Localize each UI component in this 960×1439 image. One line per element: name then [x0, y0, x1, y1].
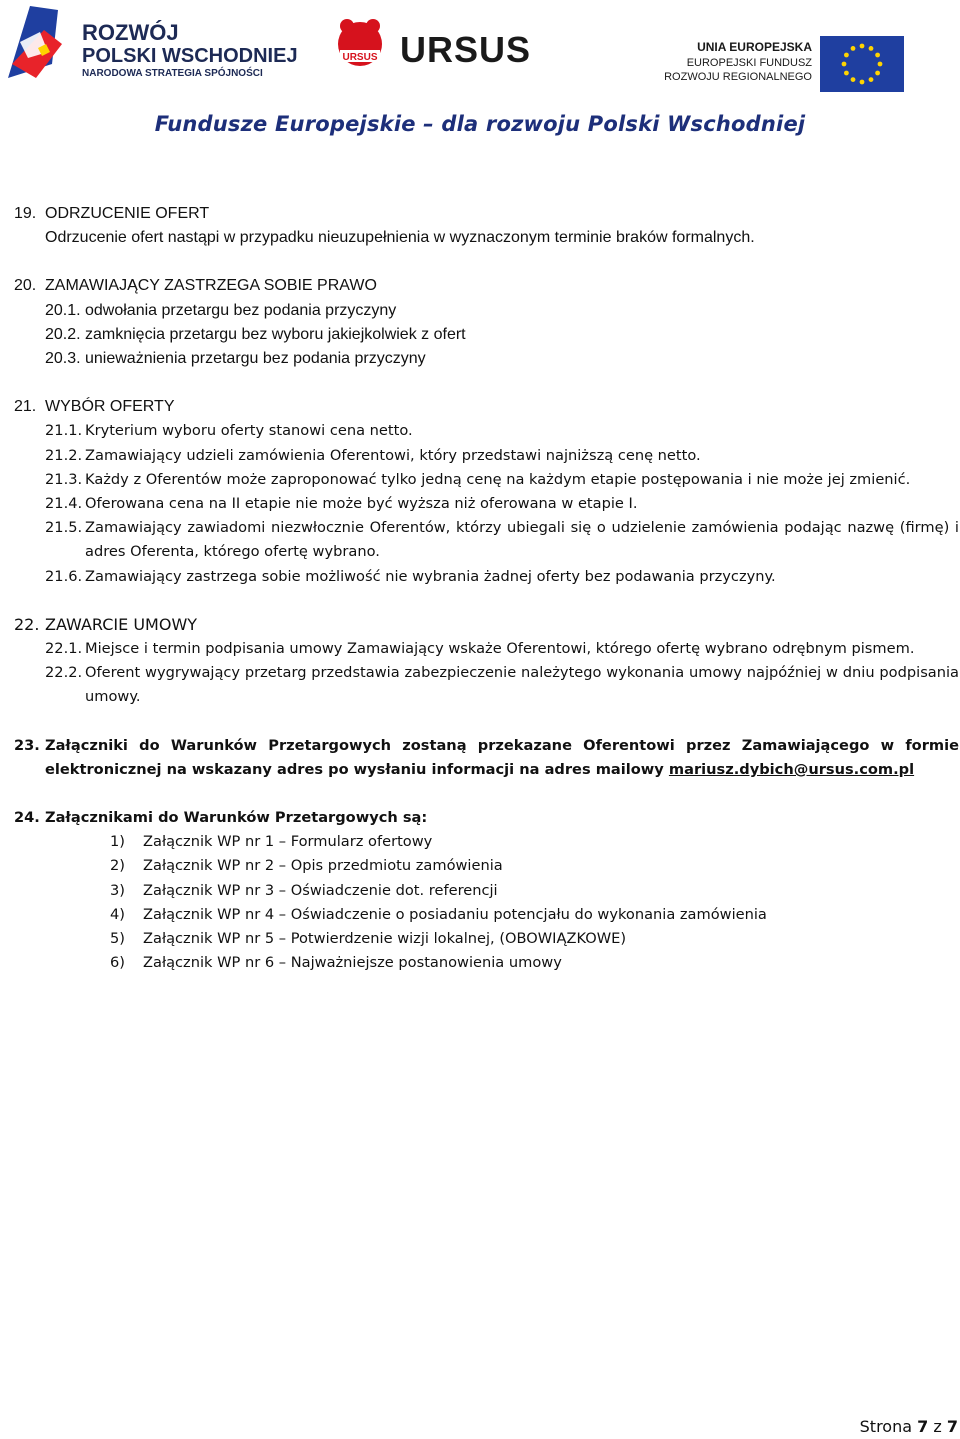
section-title: ZAMAWIAJĄCY ZASTRZEGA SOBIE PRAWO [45, 277, 377, 295]
section-24 [14, 806, 959, 975]
section-title: Załącznikami do Warunków Przetargowych są: [45, 809, 428, 827]
eu-line3: ROZWOJU REGIONALNEGO [664, 71, 812, 83]
ursus-badge-text: URSUS [342, 52, 378, 63]
section-number: 24. [14, 809, 40, 827]
eu-logo [664, 36, 904, 92]
logo-left-line2: POLSKI WSCHODNIEJ [82, 45, 298, 67]
eu-line2: EUROPEJSKI FUNDUSZ [686, 57, 812, 69]
eu-star-icon [860, 80, 865, 85]
eu-star-icon [875, 71, 880, 76]
item-text: Załącznik WP nr 6 – Najważniejsze postanowienia umowy [143, 954, 562, 972]
list-item [45, 637, 959, 661]
item-text: unieważnienia przetargu bez podania przyczyny [85, 350, 426, 368]
section-number: 20. [14, 277, 37, 295]
attachment-item [110, 830, 959, 854]
section-number: 21. [14, 398, 37, 416]
total-pages: 7 [946, 1417, 958, 1436]
list-item [45, 299, 959, 323]
list-item [45, 419, 959, 443]
page-number [860, 1417, 958, 1436]
attachment-item [110, 927, 959, 951]
item-text: Kryterium wyboru oferty stanowi cena netto. [85, 422, 413, 440]
item-number: 4) [110, 905, 125, 923]
list-item [45, 661, 959, 709]
eu-star-icon [869, 77, 874, 82]
item-text: Załącznik WP nr 2 – Opis przedmiotu zamówienia [143, 857, 503, 875]
list-item [45, 444, 959, 468]
item-text: Załącznik WP nr 4 – Oświadczenie o posiadaniu potencjału do wykonania zamówienia [143, 905, 767, 923]
item-number: 21.2. [45, 446, 83, 464]
item-text: Miejsce i termin podpisania umowy Zamawiający wskaże Oferentowi, którego ofertę wybrano odrębnym pismem. [85, 640, 915, 658]
logo-left-line1: ROZWÓJ [82, 20, 179, 45]
attachment-item [110, 903, 959, 927]
item-number: 5) [110, 930, 125, 948]
section-20 [14, 274, 959, 371]
eu-star-icon [878, 62, 883, 67]
item-text: Załącznik WP nr 3 – Oświadczenie dot. referencji [143, 881, 498, 899]
attachment-item [110, 854, 959, 878]
page-sep: z [933, 1417, 942, 1436]
item-number: 1) [110, 833, 125, 851]
item-number: 2) [110, 857, 125, 875]
section-text: Załączniki do Warunków Przetargowych zostaną przekazane Oferentowi przez Zamawiającego w formie elektronicznej na wskazany adres po wysłaniu informacji na adres mailowy [45, 736, 959, 778]
eu-star-icon [851, 46, 856, 51]
item-number: 21.3. [45, 470, 83, 488]
eu-star-icon [875, 53, 880, 58]
item-text: Zamawiający zawiadomi niezwłocznie Oferentów, którzy ubiegali się o udzielenie zamówienia podając nazwę (firmę) i adres Oferenta, którego ofertę wybrano. [85, 519, 959, 561]
item-number: 20.2. [45, 325, 81, 343]
attachment-item [110, 879, 959, 903]
list-item [45, 468, 959, 492]
header-tagline: Fundusze Europejskie – dla rozwoju Polski Wschodniej [154, 112, 806, 136]
item-number: 21.6. [45, 567, 83, 585]
item-text: zamknięcia przetargu bez wyboru jakiejkolwiek z ofert [85, 325, 466, 343]
item-number: 21.4. [45, 495, 83, 513]
section-number: 23. [14, 736, 40, 754]
item-text: Oferent wygrywający przetarg przedstawia zabezpieczenie należytego wykonania umowy najpóźniej w dniu podpisania umowy. [85, 664, 959, 706]
item-number: 6) [110, 954, 125, 972]
item-text: Załącznik WP nr 1 – Formularz ofertowy [143, 833, 433, 851]
rozwoj-polski-wschodniej-logo [8, 6, 298, 79]
header-logos [0, 0, 960, 110]
section-19 [14, 202, 959, 250]
eu-star-icon [851, 77, 856, 82]
item-text: Zamawiający zastrzega sobie możliwość nie wybrania żadnej oferty bez podawania przyczyny. [85, 567, 776, 585]
eu-star-icon [844, 53, 849, 58]
current-page: 7 [917, 1417, 929, 1436]
list-item [45, 492, 959, 516]
attachment-item [110, 951, 959, 975]
item-text: Oferowana cena na II etapie nie może być wyższa niż oferowana w etapie I. [85, 495, 638, 513]
section-title: ZAWARCIE UMOWY [45, 614, 198, 634]
eu-star-icon [842, 62, 847, 67]
section-number: 19. [14, 205, 37, 222]
section-text: Odrzucenie ofert nastąpi w przypadku nieuzupełnienia w wyznaczonym terminie braków formalnych. [45, 229, 755, 247]
section-21 [14, 395, 959, 589]
ursus-logo [338, 19, 531, 70]
section-22 [14, 613, 959, 710]
list-item [45, 516, 959, 564]
section-23 [14, 734, 959, 782]
section-title: ODRZUCENIE OFERT [45, 205, 210, 222]
section-title: WYBÓR OFERTY [45, 398, 175, 416]
item-number: 3) [110, 881, 125, 899]
list-item [45, 347, 959, 371]
eu-star-icon [860, 44, 865, 49]
item-text: Załącznik WP nr 5 – Potwierdzenie wizji lokalnej, (OBOWIĄZKOWE) [143, 930, 627, 948]
eu-star-icon [844, 71, 849, 76]
ursus-wordmark: URSUS [400, 29, 532, 70]
eu-line1: UNIA EUROPEJSKA [697, 40, 812, 54]
logo-left-line3: NARODOWA STRATEGIA SPÓJNOŚCI [82, 68, 263, 79]
item-number: 21.5. [45, 519, 83, 537]
item-number: 22.1. [45, 640, 83, 658]
item-text: odwołania przetargu bez podania przyczyny [85, 301, 397, 319]
section-number: 22. [14, 614, 40, 634]
list-item [45, 323, 959, 347]
email-link[interactable]: mariusz.dybich@ursus.com.pl [668, 760, 915, 778]
item-number: 22.2. [45, 664, 83, 682]
item-number: 20.3. [45, 350, 81, 368]
page-prefix: Strona [859, 1417, 913, 1436]
eu-star-icon [869, 46, 874, 51]
document-body [14, 202, 959, 975]
item-text: Zamawiający udzieli zamówienia Oferentowi, który przedstawi najniższą cenę netto. [85, 446, 701, 464]
list-item [45, 565, 959, 589]
item-number: 21.1. [45, 422, 83, 440]
item-text: Każdy z Oferentów może zaproponować tylko jedną cenę na każdym etapie postępowania i nie może jej zmienić. [85, 470, 911, 488]
item-number: 20.1. [45, 301, 81, 319]
